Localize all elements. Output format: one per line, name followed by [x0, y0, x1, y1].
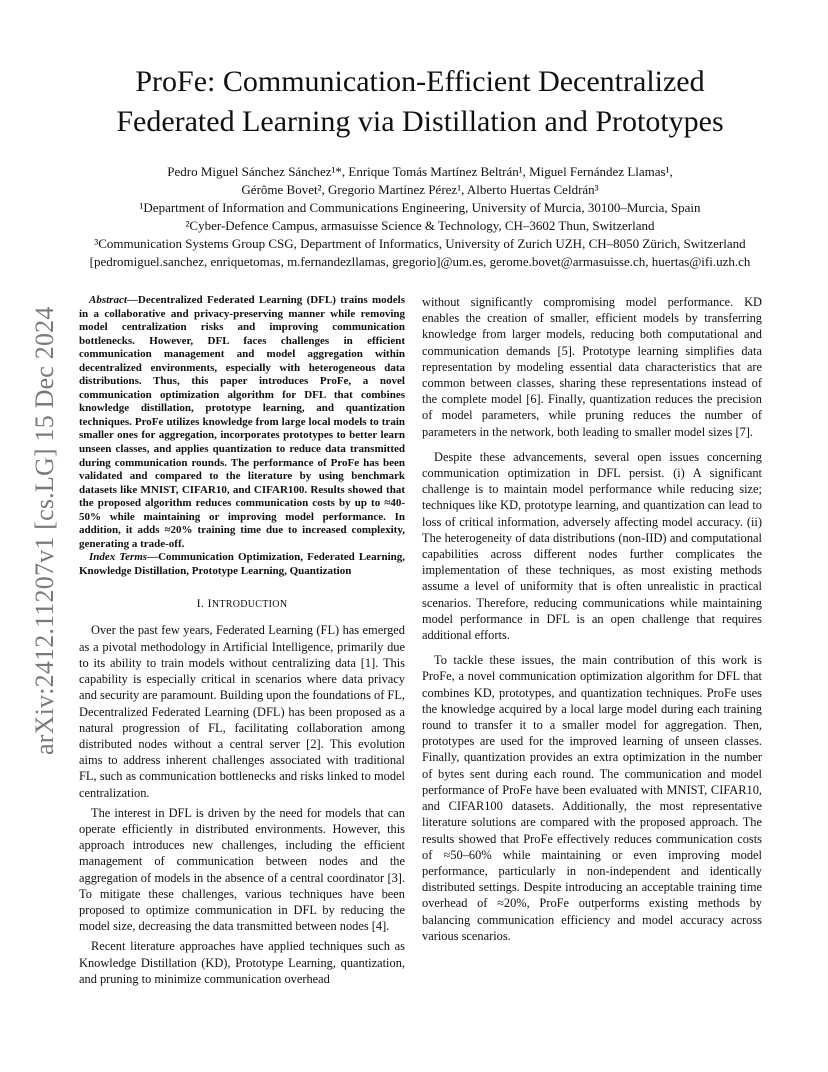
index-terms-text: —Communication Optimization, Federated Learning, Knowledge Distillation, Prototype Learning, Quantization — [79, 551, 405, 577]
index-terms — [79, 551, 405, 578]
abstract — [79, 294, 405, 551]
author-block — [40, 163, 800, 271]
intro-paragraph: To tackle these issues, the main contribution of this work is ProFe, a novel communication optimization algorithm for DFL that combines KD, prototypes, and quantization techniques. ProFe uses the knowledge acquired by a local large model during each training round to transfer it to a smaller model for aggregation. Then, prototypes are used for the improved learning of unseen classes. Finally, quantization provides an extra optimization in the number of bytes sent during each round. The communication and model performance of ProFe have been evaluated with MNIST, CIFAR10, and CIFAR100 datasets. Additionally, the most representative literature solutions are compared with the proposed approach. The results showed that ProFe effectively reduces communication costs of ≈50–60% while maintaining or even improving model performance, particularly in non-independent and identically distributed settings. Despite introducing an acceptable training time overhead of ≈20%, ProFe outperforms existing methods by balancing communication efficiency and model accuracy across various scenarios. — [422, 653, 762, 943]
right-column — [422, 294, 762, 953]
section-title-rest: NTRODUCTION — [211, 599, 288, 611]
section-heading — [79, 596, 405, 612]
left-column — [79, 294, 405, 991]
title-line: ProFe: Communication-Efficient Decentralized — [135, 65, 705, 98]
intro-paragraph: Over the past few years, Federated Learning (FL) has emerged as a pivotal methodology in Artificial Intelligence, primarily due to its ability to train models without centralizing data [1]. This capability is especially critical in scenarios where data privacy and security are paramount. Building upon the foundations of FL, Decentralized Federated Learning (DFL) has been proposed as a natural progression of FL, facilitating collaboration among distributed nodes without a central server [2]. This evolution aims to address inherent challenges associated with traditional FL, such as communication bottlenecks and risks linked to model centralization. — [79, 623, 405, 800]
affiliation-line: ²Cyber-Defence Campus, armasuisse Science & Technology, CH–3602 Thun, Switzerland — [185, 218, 655, 233]
section-initial: I — [207, 596, 212, 611]
author-line: Gérôme Bovet², Gregorio Martínez Pérez¹, Alberto Huertas Celdrán³ — [241, 182, 599, 197]
affiliation-line: ³Communication Systems Group CSG, Department of Informatics, University of Zurich UZH, CH–8050 Zürich, Switzerland — [94, 236, 746, 251]
intro-paragraph: The interest in DFL is driven by the need for models that can operate efficiently in distributed environments. However, this approach introduces new challenges, including the efficient management of communication between nodes and the aggregation of models in the absence of a central coordinator [3]. To mitigate these challenges, various techniques have been proposed to optimize communication in DFL by reducing the model size, decreasing the data transmitted between nodes [4]. — [79, 805, 405, 934]
intro-paragraph: Recent literature approaches have applied techniques such as Knowledge Distillation (KD), Prototype Learning, quantization, and pruning to minimize communication overhead — [79, 939, 405, 986]
author-line: Pedro Miguel Sánchez Sánchez¹*, Enrique Tomás Martínez Beltrán¹, Miguel Fernández Llamas¹, — [167, 164, 673, 179]
index-terms-label: Index Terms — [89, 551, 148, 564]
intro-paragraph: without significantly compromising model performance. KD enables the creation of smaller, efficient models by transferring knowledge from larger models, reducing both computational and communication demands [5]. Prototype learning simplifies data representation by modeling essential data characteristics that are common between classes, sharing these representations instead of the complete model [6]. Finally, quantization reduces the precision of model parameters, while pruning reduces the number of parameters in the network, both leading to smaller model sizes [7]. — [422, 295, 762, 439]
arxiv-identifier: arXiv:2412.11207v1 [cs.LG] 15 Dec 2024 — [30, 306, 59, 755]
title-line: Federated Learning via Distillation and Prototypes — [116, 105, 724, 138]
section-numeral: I. — [196, 596, 208, 611]
abstract-label: Abstract — [89, 294, 127, 306]
abstract-text: —Decentralized Federated Learning (DFL) trains models in a collaborative and privacy-preserving manner while removing model centralization risks and improving communication bottlenecks. However, DFL faces challenges in efficient communication management and model aggregation within decentralized environments, especially with heterogeneous data distributions. Thus, this paper introduces ProFe, a novel communication optimization algorithm for DFL that combines knowledge distillation, prototype learning, and quantization techniques. ProFe utilizes knowledge from large local models to train smaller ones for aggregation, incorporates prototypes to better learn unseen classes, and applies quantization to reduce data transmitted during communication rounds. The performance of ProFe has been validated and compared to the literature by using benchmark datasets like MNIST, CIFAR10, and CIFAR100. Results showed that the proposed algorithm reduces communication costs by up to ≈40-50% while maintaining or improving model performance. In addition, it adds ≈20% training time due to increased complexity, generating a trade-off. — [79, 294, 405, 550]
affiliation-line: ¹Department of Information and Communications Engineering, University of Murcia, 30100–Murcia, Spain — [139, 200, 701, 215]
email-line: [pedromiguel.sanchez, enriquetomas, m.fernandezllamas, gregorio]@um.es, gerome.bovet@armasuisse.ch, huertas@ifi.uzh.ch — [89, 254, 751, 269]
paper-title — [60, 62, 780, 142]
intro-paragraph: Despite these advancements, several open issues concerning communication optimization in DFL persist. (i) A significant challenge is to maintain model performance while reducing size; techniques like KD, prototype learning, and quantization can lead to loss of critical information, adversely affecting model accuracy. (ii) The heterogeneity of data distributions (non-IID) and computational capabilities across different nodes further complicates the implementation of these techniques, as most existing methods assume a level of uniformity that is often unrealistic in practical scenarios. Therefore, reducing communications while maintaining model performance in DFL is an open challenge that requires additional efforts. — [422, 449, 762, 643]
